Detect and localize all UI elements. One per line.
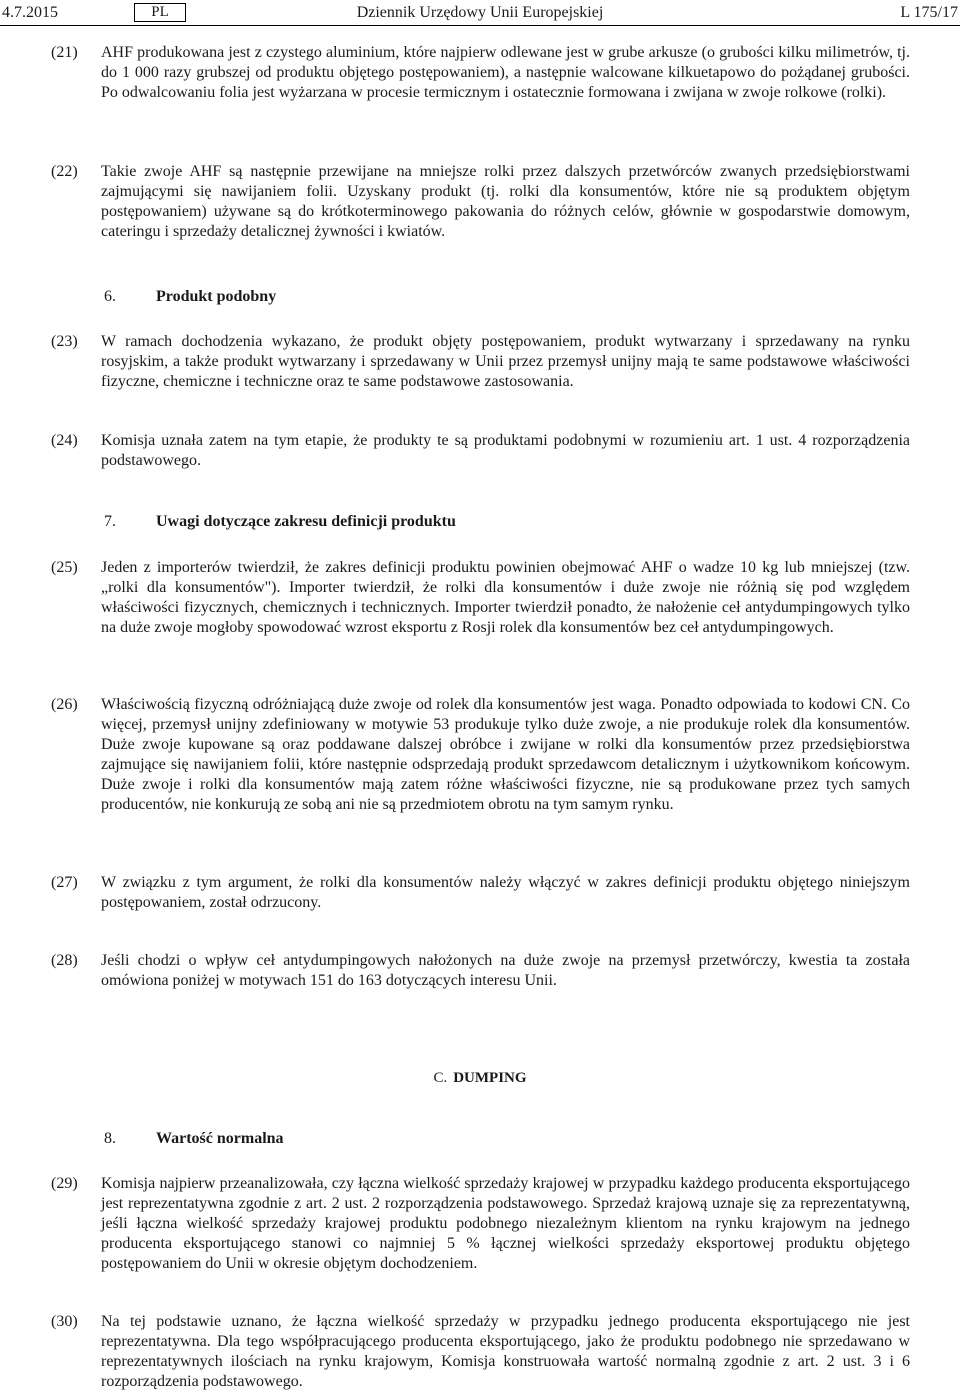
recital-22 (0, 162, 960, 242)
recital-27 (0, 873, 960, 913)
recital-text: Komisja uznała zatem na tym etapie, że produkty te są produktami podobnymi w rozumieniu art. 1 ust. 4 rozporządzenia podstawowego. (101, 432, 910, 469)
recital-26 (0, 695, 960, 815)
language-badge: PL (134, 3, 186, 22)
recital-number: (21) (51, 44, 78, 61)
heading-number: 7. (104, 513, 116, 530)
recital-text: AHF produkowana jest z czystego aluminium, które najpierw odlewane jest w grube arkusze (o grubości kilku milimetrów, tj. do 1 000 razy grubszej od produktu objętego postępowaniem), a następnie walcowane kilkuetapowo do pożądanej grubości. Po odwalcowaniu folia jest wyżarzana w procesie termicznym i ostatecznie formowana i zwijana w zwoje rolkowe (rolki). (101, 44, 910, 101)
recital-text: W ramach dochodzenia wykazano, że produkt objęty postępowaniem, produkt wytwarzany i sprzedawany na rynku rosyjskim, a także produkt wytwarzany i sprzedawany w Unii przez przemysł unijny mają te same podstawowe właściwości fizyczne, chemiczne i techniczne oraz te same podstawowe zastosowania. (101, 333, 910, 390)
recital-text: Jeśli chodzi o wpływ ceł antydumpingowych nałożonych na duże zwoje na przemysł przetwórczy, kwestia ta została omówiona poniżej w motywach 151 do 163 dotyczących interesu Unii. (101, 952, 910, 989)
page-number: L 175/17 (900, 4, 958, 21)
recital-number: (26) (51, 696, 78, 713)
heading-title: Uwagi dotyczące zakresu definicji produktu (156, 513, 456, 530)
publication-date: 4.7.2015 (2, 4, 58, 21)
recital-21 (0, 43, 960, 103)
recital-23 (0, 332, 960, 392)
section-number: C. (433, 1070, 448, 1086)
recital-number: (30) (51, 1313, 78, 1330)
recital-number: (23) (51, 333, 78, 350)
section-title: DUMPING (453, 1070, 527, 1086)
section-heading-dumping (0, 1068, 960, 1088)
recital-number: (22) (51, 163, 78, 180)
recital-number: (27) (51, 874, 78, 891)
recital-24 (0, 431, 960, 471)
heading-number: 6. (104, 288, 116, 305)
recital-number: (25) (51, 559, 78, 576)
page-header (0, 0, 960, 26)
recital-29 (0, 1174, 960, 1274)
recital-25 (0, 558, 960, 638)
recital-text: Jeden z importerów twierdził, że zakres definicji produktu powinien obejmować AHF o wadze 10 kg lub mniejszej (tzw. „rolki dla konsumentów"). Importer twierdził, że rolki dla konsumentów i duże zwoje nie różnią się pod względem właściwości fizycznych, chemicznych i technicznych. Importer twierdził ponadto, że nałożenie ceł antydumpingowych tylko na duże zwoje mogłoby spowodować wzrost eksportu z Rosji rolek dla konsumentów bez ceł antydumpingowych. (101, 559, 910, 636)
recital-text: Takie zwoje AHF są następnie przewijane na mniejsze rolki przez dalszych przetwórców zwanych przedsiębiorstwami zajmującymi się nawijaniem folii. Uzyskany produkt (tj. rolki dla konsumentów, które nie są produktem objętym postępowaniem) używane są do krótkoterminowego pakowania do różnych celów, głównie w gospodarstwie domowym, cateringu i sprzedaży detalicznej żywności i kwiatów. (101, 163, 910, 240)
recital-number: (28) (51, 952, 78, 969)
journal-title: Dziennik Urzędowy Unii Europejskiej (356, 4, 604, 21)
recital-text: Komisja najpierw przeanalizowała, czy łączna wielkość sprzedaży krajowej w przypadku każdego producenta eksportującego jest reprezentatywna zgodnie z art. 2 ust. 2 rozporządzenia podstawowego. Sprzedaż krajową uznaje się za reprezentatywną, jeśli łączna wielkość sprzedaży krajowej produktu podobnego niezależnym klientom na rynku krajowym na jednego producenta eksportującego stanowi co najmniej 5 % łącznej wielkości sprzedaży eksportowej produktu objętego postępowaniem do Unii w okresie objętym dochodzeniem. (101, 1175, 910, 1272)
recital-30 (0, 1312, 960, 1392)
recital-28 (0, 951, 960, 991)
recital-text: Właściwością fizyczną odróżniającą duże zwoje od rolek dla konsumentów jest waga. Ponadto odpowiada to kodowi CN. Co więcej, przemysł unijny zdefiniowany w motywie 53 produkuje tylko duże zwoje, a nie produkuje rolek dla konsumentów. Duże zwoje kupowane są oraz poddawane dalszej obróbce i zwijane w rolki dla konsumentów przez przedsiębiorstwa zajmujące się nawijaniem folii, które następnie odsprzedają produkt sprzedawcom detalicznym i użytkownikom końcowym. Duże zwoje i rolki dla konsumentów mają zatem różne właściwości fizyczne, nie są produkowane przez tych samych producentów, nie konkurują ze sobą ani nie są przedmiotem obrotu na tym samym rynku. (101, 696, 910, 813)
heading-number: 8. (104, 1130, 116, 1147)
heading-title: Wartość normalna (156, 1130, 284, 1147)
recital-number: (24) (51, 432, 78, 449)
recital-text: Na tej podstawie uznano, że łączna wielkość sprzedaży w przypadku jednego producenta eksportującego nie jest reprezentatywna. Dla tego współpracującego producenta eksportującego, jako że produktu podobnego nie sprzedawano w reprezentatywnych ilościach na rynku krajowym, Komisja konstruowała wartość normalną zgodnie z art. 2 ust. 3 i 6 rozporządzenia podstawowego. (101, 1313, 910, 1390)
heading-title: Produkt podobny (156, 288, 277, 305)
recital-text: W związku z tym argument, że rolki dla konsumentów należy włączyć w zakres definicji produktu objętego niniejszym postępowaniem, został odrzucony. (101, 874, 910, 911)
recital-number: (29) (51, 1175, 78, 1192)
